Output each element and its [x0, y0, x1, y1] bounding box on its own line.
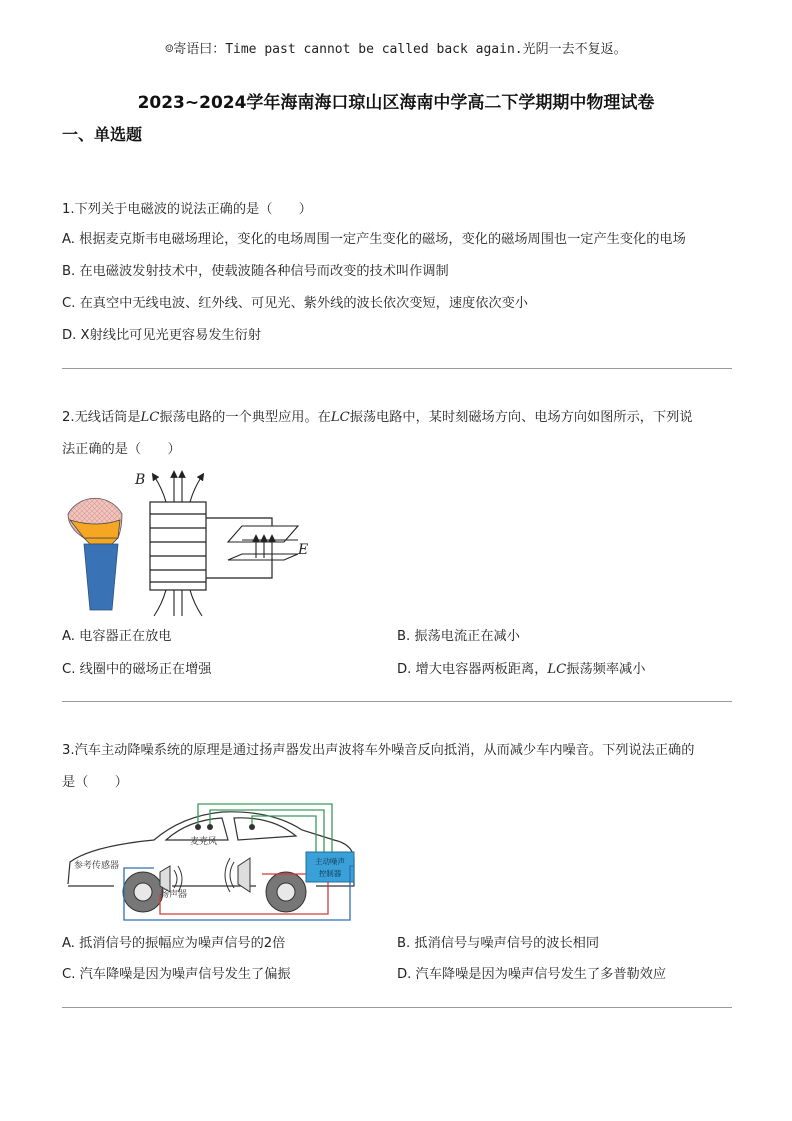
- question-2-option-c[interactable]: C. 线圈中的磁场正在增强: [62, 662, 212, 677]
- question-3-option-a[interactable]: A. 抵消信号的振幅应为噪声信号的2倍: [62, 936, 286, 951]
- question-3-stem-continued: 是（ ）: [62, 775, 128, 790]
- label-b: B: [135, 472, 146, 488]
- question-3-option-b[interactable]: B. 抵消信号与噪声信号的波长相同: [397, 936, 600, 951]
- divider: [62, 1007, 732, 1008]
- speaker-icon: [160, 858, 250, 892]
- inductor-coil: [150, 502, 272, 590]
- question-1-stem: 1.下列关于电磁波的说法正确的是（ ）: [62, 202, 312, 217]
- label-controller-2: 控制器: [318, 869, 342, 878]
- exam-title: 2023~2024学年海南海口琼山区海南中学高二下学期期中物理试卷: [137, 93, 655, 113]
- motto: ☺寄语曰：Time past cannot be called back again.光阴一去不复返。: [165, 42, 627, 57]
- label-e: E: [298, 542, 309, 558]
- question-2-option-a[interactable]: A. 电容器正在放电: [62, 629, 172, 644]
- question-3-stem: 3.汽车主动降噪系统的原理是通过扬声器发出声波将车外噪音反向抵消，从而减少车内噪音。下列说法正确的: [62, 743, 695, 758]
- label-microphone: 麦克风: [190, 837, 218, 847]
- question-1-option-a[interactable]: A. 根据麦克斯韦电磁场理论，变化的电场周围一定产生变化的磁场，变化的磁场周围也一定产生变化的电场: [62, 232, 686, 247]
- lc-circuit-figure: [62, 466, 312, 618]
- divider: [62, 368, 732, 369]
- question-2-stem-continued: 法正确的是（ ）: [62, 442, 181, 457]
- question-2-option-d[interactable]: D. 增大电容器两板距离，LC振荡频率减小: [397, 662, 646, 677]
- question-2-option-b[interactable]: B. 振荡电流正在减小: [397, 629, 520, 644]
- question-1-option-b[interactable]: B. 在电磁波发射技术中，使载波随各种信号而改变的技术叫作调制: [62, 264, 449, 279]
- microphone-icon: [68, 498, 122, 610]
- label-speaker: 扬声器: [160, 890, 188, 900]
- label-controller-1: 主动噪声: [315, 857, 345, 866]
- question-3-option-c[interactable]: C. 汽车降噪是因为噪声信号发生了偏振: [62, 967, 291, 982]
- label-sensor: 参考传感器: [74, 861, 120, 871]
- question-2-stem: 2.无线话筒是LC振荡电路的一个典型应用。在LC振荡电路中，某时刻磁场方向、电场方向如图所示，下列说: [62, 410, 693, 425]
- divider: [62, 701, 732, 702]
- car-noise-cancel-figure: [62, 796, 362, 926]
- question-1-option-c[interactable]: C. 在真空中无线电波、红外线、可见光、紫外线的波长依次变短，速度依次变小: [62, 296, 528, 311]
- question-1-option-d[interactable]: D. X射线比可见光更容易发生衍射: [62, 328, 262, 343]
- wheel-icon: [123, 872, 306, 912]
- capacitor: [228, 526, 298, 560]
- section-heading: 一、单选题: [62, 125, 143, 144]
- question-3-option-d[interactable]: D. 汽车降噪是因为噪声信号发生了多普勒效应: [397, 967, 667, 982]
